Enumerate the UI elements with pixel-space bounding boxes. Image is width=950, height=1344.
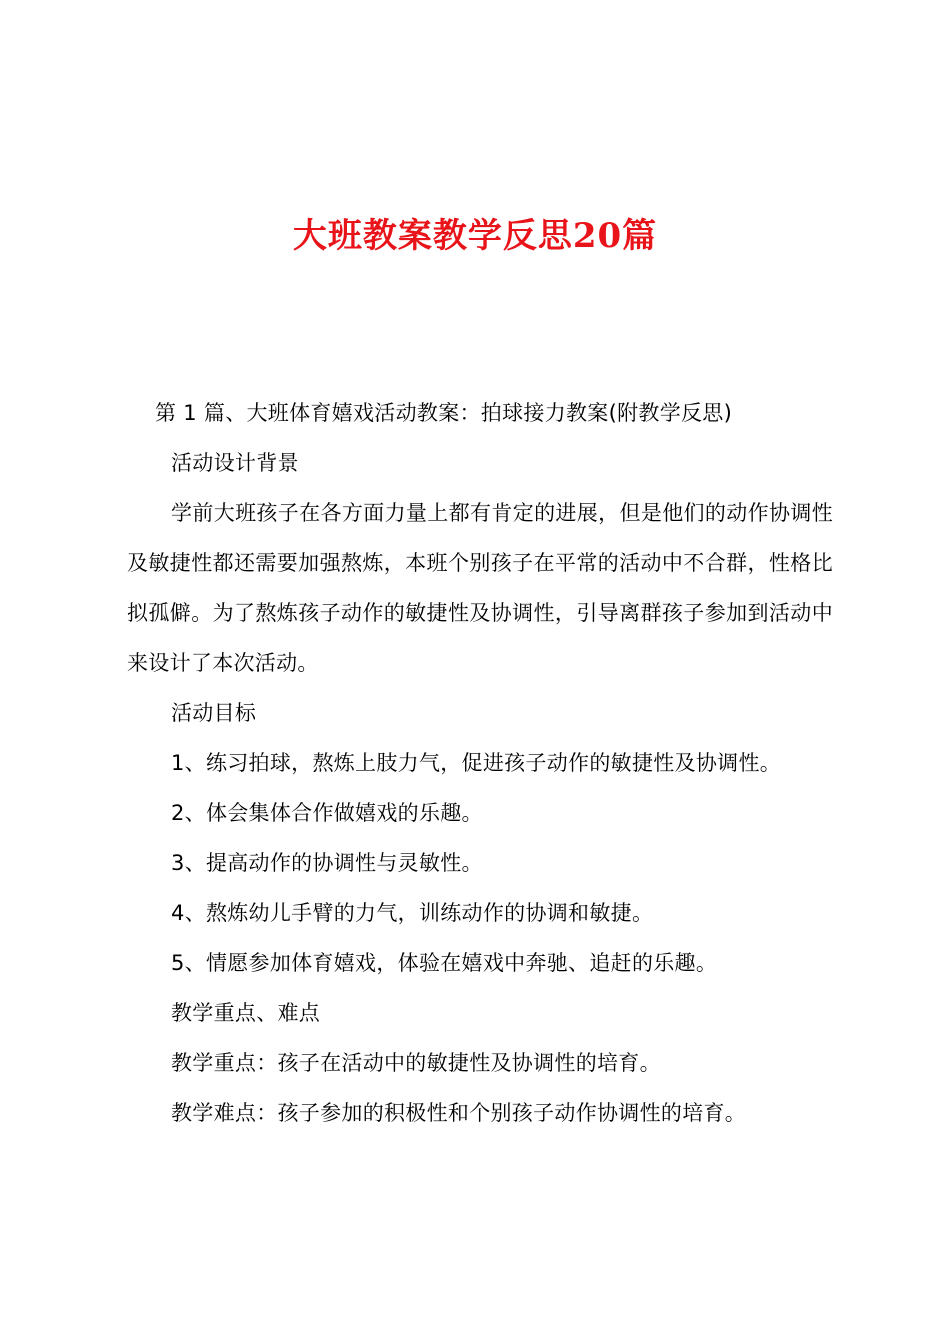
- goal-item-2: 2、体会集体合作做嬉戏的乐趣。: [171, 801, 483, 825]
- section-heading-background: 活动设计背景: [171, 451, 299, 475]
- goal-item-4: 4、熬炼幼儿手臂的力气，训练动作的协调和敏捷。: [171, 901, 654, 925]
- background-paragraph: 学前大班孩子在各方面力量上都有肯定的进展，但是他们的动作协调性及敏捷性都还需要加强熬炼，本班个别孩子在平常的活动中不合群，性格比拟孤僻。为了熬炼孩子动作的敏捷性及协调性，引导离群孩子参加到活动中来设计了本次活动。: [127, 501, 833, 675]
- document-title: 大班教案教学反思20篇: [292, 216, 658, 256]
- difficult-point: 教学难点：孩子参加的积极性和个别孩子动作协调性的培育。: [171, 1101, 747, 1125]
- key-point: 教学重点：孩子在活动中的敏捷性及协调性的培育。: [171, 1051, 661, 1075]
- section-heading-goals: 活动目标: [171, 701, 257, 725]
- goal-item-1: 1、练习拍球，熬炼上肢力气，促进孩子动作的敏捷性及协调性。: [171, 751, 782, 775]
- goal-item-5: 5、情愿参加体育嬉戏，体验在嬉戏中奔驰、追赶的乐趣。: [171, 951, 718, 975]
- section-heading-key-points: 教学重点、难点: [171, 1001, 321, 1025]
- document-body: [127, 388, 833, 1138]
- article-heading: 第 1 篇、大班体育嬉戏活动教案：拍球接力教案(附教学反思): [155, 401, 733, 425]
- goal-item-3: 3、提高动作的协调性与灵敏性。: [171, 851, 483, 875]
